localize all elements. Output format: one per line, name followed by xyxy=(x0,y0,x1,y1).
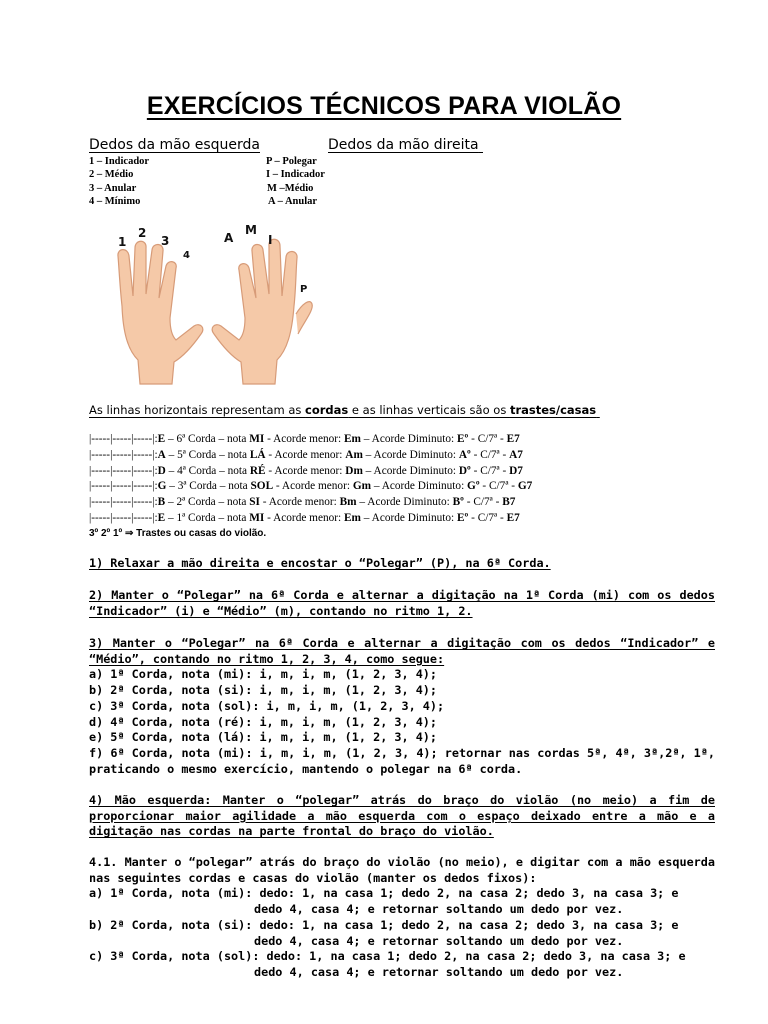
list-item: b) 2ª Corda, nota (si): i, m, i, m, (1, 2, 3, 4); xyxy=(89,683,438,698)
left-hand-image xyxy=(118,241,203,384)
finger-item: 2 – Médio xyxy=(89,169,134,181)
finger-item: 4 – Mínimo xyxy=(89,196,141,208)
list-item: b) 2ª Corda, nota (si): dedo: 1, na casa 1; dedo 2, na casa 2; dedo 3, na casa 3; e dedo 4, casa 4; e retornar soltando um dedo por vez. xyxy=(89,917,679,948)
list-item: f) 6ª Corda, nota (mi): i, m, i, m, (1, 2, 3, 4); retornar nas cordas 5ª, 4ª, 3ª,2ª, 1ª, praticando o mesmo exercício, mantendo o polegar na 6ª corda. xyxy=(89,745,715,776)
list-item: c) 3ª Corda, nota (sol): dedo: 1, na casa 1; dedo 2, na casa 2; dedo 3, na casa 3; e dedo 4, casa 4; e retornar soltando um dedo por vez. xyxy=(89,949,686,979)
finger-item: P – Polegar xyxy=(266,156,317,167)
hand-label: 2 xyxy=(138,226,147,240)
finger-item: A – Anular xyxy=(268,196,318,208)
exercise-3 xyxy=(89,636,715,777)
tab-intro: As linhas horizontais representam as cordas e as linhas verticais são os trastes/casas xyxy=(89,403,597,417)
fret-legend: 3º 2º 1º ⇒ Trastes ou casas do violão. xyxy=(89,528,267,539)
hand-label: A xyxy=(224,231,234,245)
list-item: e) 5ª Corda, nota (lá): i, m, i, m, (1, 2, 3, 4); xyxy=(89,730,438,745)
tab-row: |-----|-----|-----|:E – 1ª Corda – nota MI - Acorde menor: Em – Acorde Diminuto: Eº - C/7ª - E7 xyxy=(89,511,520,524)
hand-label: P xyxy=(300,284,308,295)
left-hand-heading: Dedos da mão esquerda xyxy=(89,137,260,153)
hand-label: 1 xyxy=(118,235,127,249)
tab-row: |-----|-----|-----|:E – 6ª Corda – nota MI - Acorde menor: Em – Acorde Diminuto: Eº - C/7ª - E7 xyxy=(89,433,520,445)
tab-row: |-----|-----|-----|:G – 3ª Corda – nota SOL - Acorde menor: Gm – Acorde Diminuto: Gº - C/7ª - G7 xyxy=(89,480,533,493)
finger-item: 1 – Indicador xyxy=(89,156,150,167)
exercise-1: 1) Relaxar a mão direita e encostar o “Polegar” (P), na 6ª Corda. xyxy=(89,556,551,570)
right-hand-image xyxy=(212,239,312,384)
list-item: a) 1ª Corda, nota (mi): dedo: 1, na casa 1; dedo 2, na casa 2; dedo 3, na casa 3; e dedo 4, casa 4; e retornar soltando um dedo por vez. xyxy=(89,886,679,917)
hands-illustration xyxy=(100,218,330,388)
hand-label: I xyxy=(268,233,273,247)
hand-label: 4 xyxy=(183,250,190,261)
finger-item: I – Indicador xyxy=(266,169,325,181)
right-hand-heading: Dedos da mão direita xyxy=(328,137,479,153)
finger-item: 3 – Anular xyxy=(89,182,137,194)
list-item: d) 4ª Corda, nota (ré): i, m, i, m, (1, 2, 3, 4); xyxy=(89,714,438,729)
exercise-4: 4) Mão esquerda: Manter o “polegar” atrás do braço do violão (no meio) a fim de proporcionar maior agilidade a mão esquerda com o espaço deixado entre a mão e a digitação nas cordas na parte frontal do braço do violão. xyxy=(89,793,715,839)
tab-row: |-----|-----|-----|:B – 2ª Corda – nota SI - Acorde menor: Bm – Acorde Diminuto: Bº - C/7ª - B7 xyxy=(89,496,516,509)
list-item: c) 3ª Corda, nota (sol): i, m, i, m, (1, 2, 3, 4); xyxy=(89,698,445,713)
hand-label: 3 xyxy=(161,234,170,248)
exercise-3-intro: 3) Manter o “Polegar” na 6ª Corda e alternar a digitação com os dedos “Indicador” e “Médio”, contando no ritmo 1, 2, 3, 4, como segue: xyxy=(89,636,715,666)
tab-row: |-----|-----|-----|:A – 5ª Corda – nota LÁ - Acorde menor: Am – Acorde Diminuto: Aº - C/7ª - A7 xyxy=(89,448,523,461)
hand-label: M xyxy=(245,223,257,237)
finger-item: M –Médio xyxy=(267,182,314,194)
left-hand-finger-list xyxy=(89,155,149,209)
tablature-table xyxy=(89,432,532,527)
exercise-2: 2) Manter o “Polegar” na 6ª Corda e alternar a digitação na 1ª Corda (mi) com os dedos “Indicador” (i) e “Médio” (m), contando no ritmo 1, 2. xyxy=(89,588,715,618)
list-item: a) 1ª Corda, nota (mi): i, m, i, m, (1, 2, 3, 4); xyxy=(89,667,438,682)
page-title: EXERCÍCIOS TÉCNICOS PARA VIOLÃO xyxy=(146,92,622,120)
exercise-4-1-intro: 4.1. Manter o “polegar” atrás do braço do violão (no meio), e digitar com a mão esquerda nas seguintes cordas e casas do violão (manter os dedos fixos): xyxy=(89,855,715,885)
exercise-4-1 xyxy=(89,855,715,981)
tab-row: |-----|-----|-----|:D – 4ª Corda – nota RÉ - Acorde menor: Dm – Acorde Diminuto: Dº - C/7ª - D7 xyxy=(89,464,523,477)
right-hand-finger-list xyxy=(266,155,325,209)
